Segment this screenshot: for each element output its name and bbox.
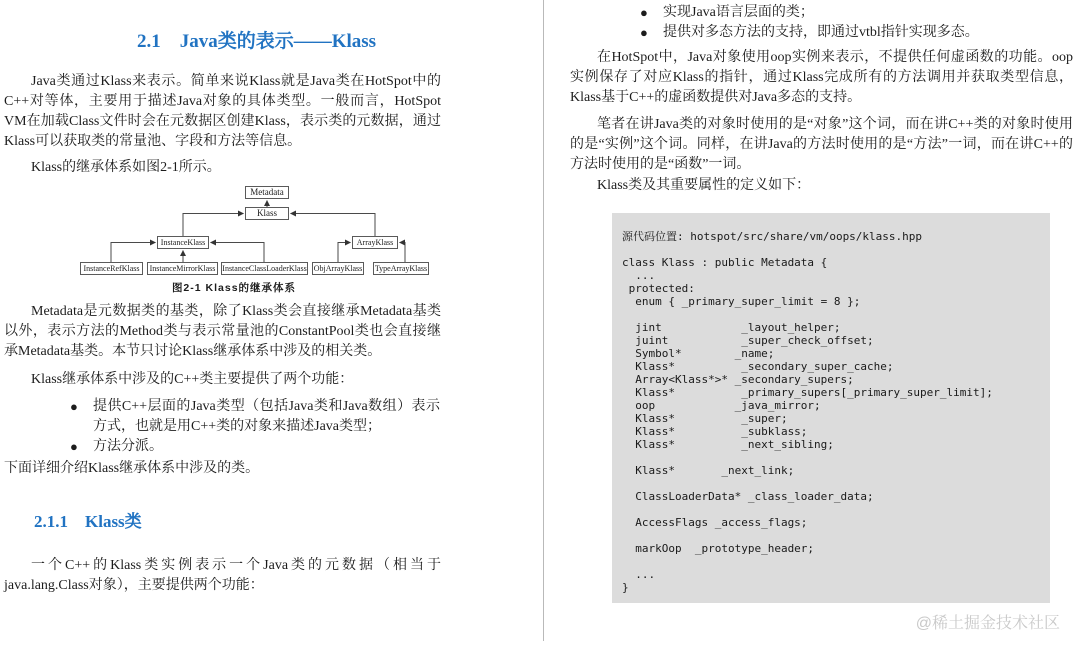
code-line: protected: [622,282,695,295]
bullet-icon: ● [640,5,648,20]
code-line [622,477,1042,490]
code-line [622,308,1042,321]
code-line [622,451,1042,464]
diagram-node-instance-mirror-klass: InstanceMirrorKlass [147,262,218,275]
list-item-text: 方法分派。 [93,439,163,454]
code-line: Klass* _next_sibling; [622,438,834,451]
code-line: ... [622,269,656,282]
code-line: Klass* _secondary_super_cache; [622,360,894,373]
code-line [622,555,1042,568]
list-item-text: 提供对多态方法的支持，即通过vtbl指针实现多态。 [663,25,979,40]
code-line: Klass* _subklass; [622,425,808,438]
diagram-node-instance-class-loader-klass: InstanceClassLoaderKlass [222,264,307,273]
diagram-node-array-klass: ArrayKlass [352,236,398,249]
code-line: jint _layout_helper; [622,321,841,334]
code-line: class Klass : public Metadata { [622,256,828,269]
paragraph: Klass类及其重要属性的定义如下： [597,178,811,193]
code-line: ... [622,568,656,581]
paragraph: 一个C++的Klass类实例表示一个Java类的元数据（相当于java.lang.Class对象），主要提供两个功能： [4,558,441,593]
diagram-node-klass: Klass [245,207,289,220]
code-line: ClassLoaderData* _class_loader_data; [622,490,874,503]
code-line: oop _java_mirror; [622,399,821,412]
paragraph: 笔者在讲Java类的对象时使用的是“对象”这个词，而在讲C++类的对象时使用的是“实例”这个词。同样，在讲Java的方法时使用的是“方法”一词，而在讲C++的方法时使用的是“函数”一词。 [570,117,1073,172]
code-line: juint _super_check_offset; [622,334,874,347]
code-line: } [622,581,629,594]
bullet-list [4,397,441,457]
klass-inheritance-diagram [40,182,480,282]
code-line: Klass* _primary_supers[_primary_super_limit]; [622,386,993,399]
paragraph: Metadata是元数据类的基类，除了Klass类会直接继承Metadata基类以外，表示方法的Method类与表示常量池的ConstantPool类也会直接继承Metadata基类。本节只讨论Klass继承体系中涉及的相关类。 [4,304,441,359]
diagram-node-instance-klass: InstanceKlass [157,236,209,249]
code-line: AccessFlags _access_flags; [622,516,808,529]
list-item-text: 提供C++层面的Java类型（包括Java类和Java数组）表示方式，也就是用C++类的对象来描述Java类型； [93,399,440,434]
paragraph: Klass的继承体系如图2-1所示。 [31,160,221,175]
paragraph: Java类通过Klass来表示。简单来说Klass就是Java类在HotSpot中的C++对等体，主要用于描述Java对象的具体类型。一般而言，HotSpot VM在加载Class文件时会在元数据区创建Klass，表示类的元数据，通过Klass可以获取类的常量池、字段和方法等信息。 [4,74,441,149]
paragraph: 下面详细介绍Klass继承体系中涉及的类。 [4,461,260,476]
watermark: @稀土掘金技术社区 [915,615,1060,632]
diagram-node-metadata: Metadata [245,186,289,199]
section-title: 2.1 Java类的表示——Klass [136,31,377,52]
right-column [570,0,1073,650]
code-line: Klass* _next_link; [622,464,795,477]
list-item [640,3,1070,23]
column-divider [543,0,544,641]
list-item [640,23,1070,43]
bullet-list [570,3,1073,43]
list-item-text: 实现Java语言层面的类； [663,5,814,20]
code-line [622,529,1042,542]
diagram-node-obj-array-klass: ObjArrayKlass [313,264,363,273]
code-block-klass-definition [612,213,1050,603]
paragraph: 在HotSpot中，Java对象使用oop实例来表示，不提供任何虚函数的功能。oop实例保存了对应Klass的指针，通过Klass完成所有的方法调用并获取类型信息，Klass基于C++的虚函数提供对Java多态的支持。 [570,50,1073,105]
code-line: Klass* _super; [622,412,788,425]
bullet-icon: ● [70,439,78,454]
left-column [4,0,441,650]
bullet-icon: ● [70,399,78,414]
code-line: Symbol* _name; [622,347,775,360]
figure-caption: 图2-1 Klass的继承体系 [171,282,297,294]
code-line: enum { _primary_super_limit = 8 }; [622,295,861,308]
code-line: 源代码位置: hotspot/src/share/vm/oops/klass.hpp [622,230,923,243]
list-item [70,397,440,437]
diagram-node-type-array-klass: TypeArrayKlass [374,264,428,273]
bullet-icon: ● [640,25,648,40]
list-item [70,437,440,457]
code-line: markOop _prototype_header; [622,542,815,555]
diagram-node-instance-ref-klass: InstanceRefKlass [80,262,143,275]
paragraph: Klass继承体系中涉及的C++类主要提供了两个功能： [31,372,354,387]
code-line: Array<Klass*>* _secondary_supers; [622,373,854,386]
code-line [622,243,1042,256]
code-line [622,503,1042,516]
subsection-title: 2.1.1 Klass类 [34,512,142,531]
